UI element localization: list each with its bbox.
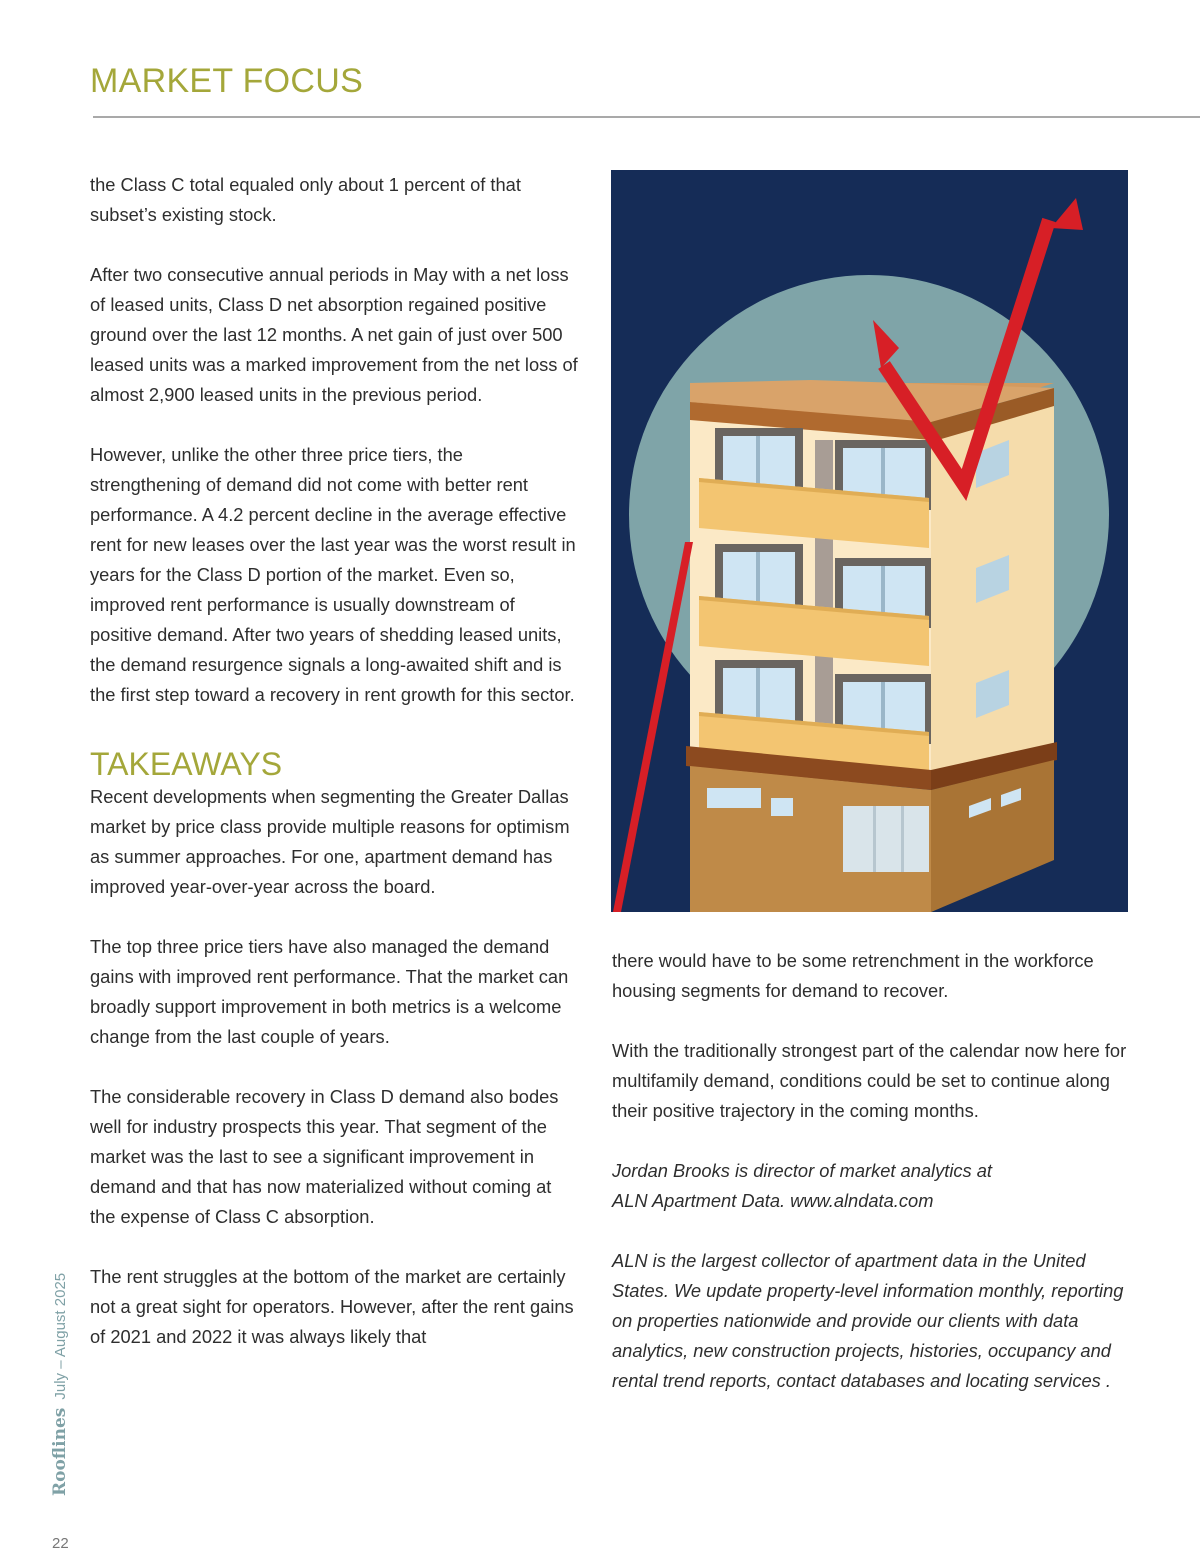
- paragraph: The top three price tiers have also managed the demand gains with improved rent performance. That the market can broadly support improvement in both metrics is a welcome change from the last couple of years.: [90, 936, 569, 1047]
- author-bio-line: ALN Apartment Data. www.alndata.com: [612, 1190, 934, 1211]
- about-aln: ALN is the largest collector of apartment data in the United States. We update property-level information monthly, reporting on properties nationwide and provide our clients with data analytics, new construction projects, histories, occupancy and rental trend reports, contact databases and locating services .: [612, 1250, 1124, 1391]
- takeaways-heading: TAKEAWAYS: [90, 746, 283, 782]
- paragraph: The rent struggles at the bottom of the market are certainly not a great sight for operators. However, after the rent gains of 2021 and 2022 it was always likely that: [90, 1266, 574, 1347]
- author-bio: [612, 1156, 1132, 1216]
- left-column: [90, 170, 578, 1352]
- author-bio-line: Jordan Brooks is director of market analytics at: [612, 1160, 992, 1181]
- paragraph: Recent developments when segmenting the Greater Dallas market by price class provide multiple reasons for optimism as summer approaches. For one, apartment demand has improved year-over-year across the board.: [90, 786, 570, 897]
- paragraph: However, unlike the other three price tiers, the strengthening of demand did not come with better rent performance. A 4.2 percent decline in the average effective rent for new leases over the last year was the worst result in years for the Class D portion of the market. Even so, improved rent performance is usually downstream of positive demand. After two years of shedding leased units, the demand resurgence signals a long-awaited shift and is the first step toward a recovery in rent growth for this sector.: [90, 444, 576, 705]
- header-rule: [93, 116, 1200, 118]
- entrance-door: [843, 806, 929, 872]
- page-number: 22: [52, 1535, 69, 1552]
- apartment-growth-illustration: [611, 170, 1128, 912]
- shop-window: [771, 798, 793, 816]
- issue-date: July – August 2025: [52, 1272, 69, 1400]
- paragraph: The considerable recovery in Class D demand also bodes well for industry prospects this year. That segment of the market was the last to see a significant improvement in demand and that has now materialized without coming at the expense of Class C absorption.: [90, 1086, 559, 1227]
- right-column: [612, 946, 1132, 1396]
- paragraph: After two consecutive annual periods in May with a net loss of leased units, Class D net absorption regained positive ground over the last 12 months. A net gain of just over 500 leased units was a marked improvement from the net loss of almost 2,900 leased units in the previous period.: [90, 264, 578, 405]
- shop-window: [707, 788, 761, 808]
- paragraph: the Class C total equaled only about 1 percent of that subset’s existing stock.: [90, 174, 521, 225]
- section-label: MARKET FOCUS: [90, 62, 364, 100]
- paragraph: With the traditionally strongest part of the calendar now here for multifamily demand, conditions could be set to continue along their positive trajectory in the coming months.: [612, 1040, 1127, 1121]
- publication-name: Rooflines: [50, 1407, 70, 1496]
- footer-publication: [50, 1273, 70, 1496]
- paragraph: there would have to be some retrenchment in the workforce housing segments for demand to recover.: [612, 950, 1094, 1001]
